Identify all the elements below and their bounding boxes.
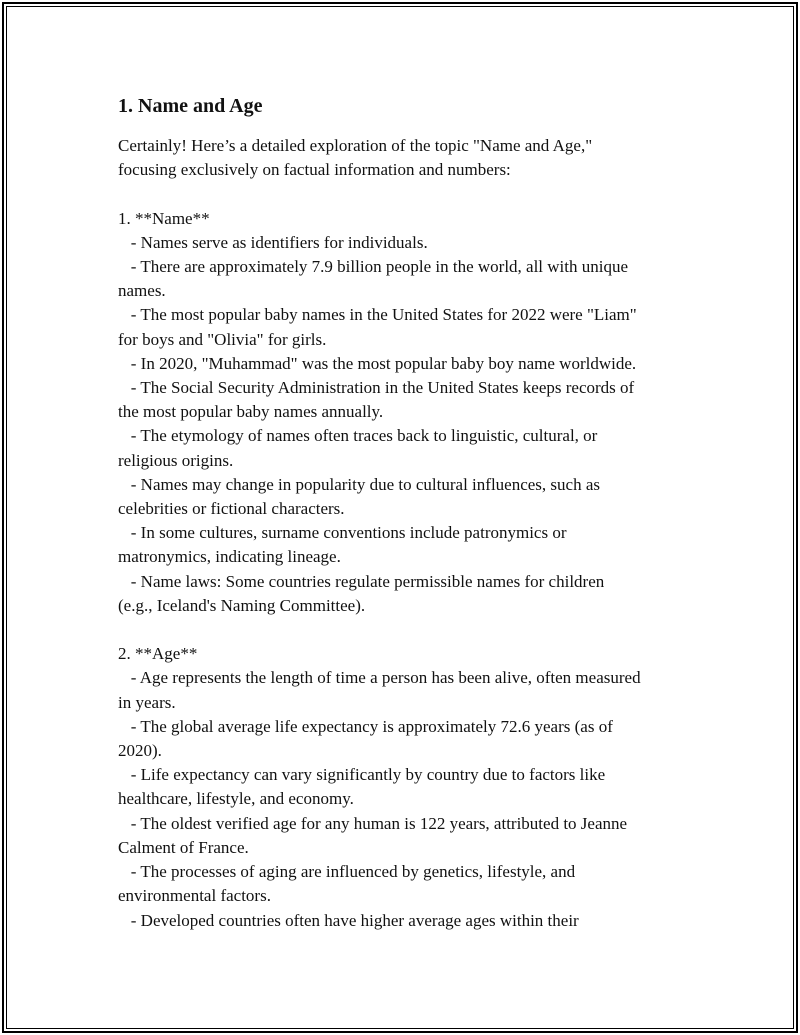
body-text: Certainly! Here’s a detailed exploration of the topic "Name and Age," focusing exclusively on factual information and numbers: 1. **Name** - Names serve as identifiers for individuals. - There are approximately 7.9 billion people in the world, all with unique names. - The most popular baby names in the United States for 2022 were "Liam" for boys and "Olivia" for girls. - In 2020, "Muhammad" was the most popular baby boy name worldwide. - The Social Security Administration in the United States keeps records of the most popular baby names annually. - The etymology of names often traces back to linguistic, cultural, or religious origins. - Names may change in popularity due to cultural influences, such as celebrities or fictional characters. - In some cultures, surname conventions include patronymics or matronymics, indicating lineage. - Name laws: Some countries regulate permissible names for children (e.g., Iceland's Naming Committee). 2. **Age** - Age represents the length of time a person has been alive, often measured in years. - The global average life expectancy is approximately 72.6 years (as of 2020). - Life expectancy can vary significantly by country due to factors like healthcare, lifestyle, and economy. - The oldest verified age for any human is 122 years, attributed to Jeanne Calment of France. - The processes of aging are influenced by genetics, lifestyle, and environmental factors. - Developed countries often have higher average ages within their bbox=[118, 136, 641, 930]
document-content bbox=[118, 92, 718, 933]
section-heading: 1. Name and Age bbox=[118, 95, 263, 117]
